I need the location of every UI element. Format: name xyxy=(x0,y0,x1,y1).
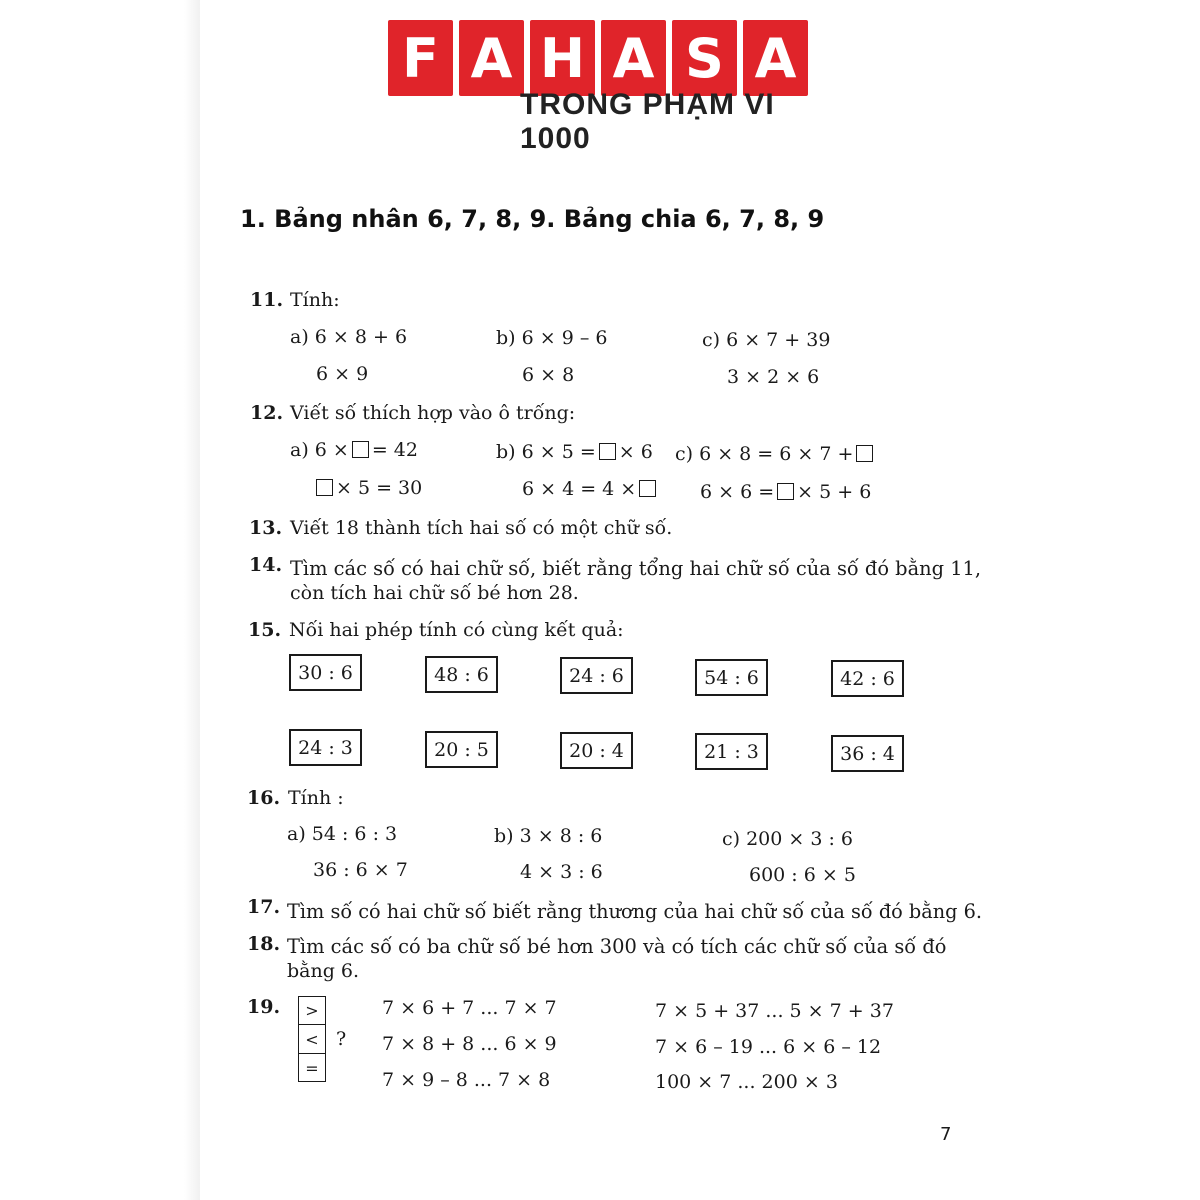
calc-item: 4 × 3 : 6 xyxy=(520,861,603,883)
logo-letter: A xyxy=(601,20,666,96)
calc-item: 3 × 2 × 6 xyxy=(727,366,820,388)
fill-blank-text: c) 6 × 8 = 6 × 7 + xyxy=(675,443,854,465)
match-box: 20 : 4 xyxy=(560,732,633,769)
fill-blank-text: = 42 xyxy=(371,439,418,461)
empty-box xyxy=(856,445,873,462)
calc-item: b) 3 × 8 : 6 xyxy=(494,825,603,847)
calc-item: c) 200 × 3 : 6 xyxy=(722,828,854,850)
exercise-text: bằng 6. xyxy=(287,960,360,982)
logo-letter: S xyxy=(672,20,737,96)
empty-box xyxy=(639,480,656,497)
exercise-text: Tìm các số có hai chữ số, biết rằng tổng hai chữ số của số đó bằng 11, xyxy=(290,557,982,580)
fill-blank-item xyxy=(700,481,871,503)
fill-blank-text: b) 6 × 5 = xyxy=(496,441,596,463)
sign-greater: > xyxy=(305,1001,319,1020)
exercise-text: còn tích hai chữ số bé hơn 28. xyxy=(290,582,579,604)
match-box: 21 : 3 xyxy=(695,733,768,770)
compare-item: 7 × 5 + 37 ... 5 × 7 + 37 xyxy=(655,1000,894,1022)
match-box: 54 : 6 xyxy=(695,659,768,696)
fill-blank-text: × 5 = 30 xyxy=(336,477,423,499)
match-box: 42 : 6 xyxy=(831,660,904,697)
section-heading: 1. Bảng nhân 6, 7, 8, 9. Bảng chia 6, 7, 8, 9 xyxy=(240,205,825,233)
sign-divider xyxy=(299,1024,325,1025)
fill-blank-text: a) 6 × xyxy=(290,439,349,461)
calc-item: a) 54 : 6 : 3 xyxy=(287,823,398,845)
compare-item: 7 × 9 – 8 ... 7 × 8 xyxy=(382,1069,551,1091)
fill-blank-text: 6 × 6 = xyxy=(700,481,775,503)
logo-letter: F xyxy=(388,20,453,96)
sign-less: < xyxy=(305,1030,319,1049)
sign-divider xyxy=(299,1053,325,1054)
fill-blank-item xyxy=(313,477,422,499)
match-box: 20 : 5 xyxy=(425,731,498,768)
cropped-chapter-title xyxy=(520,88,800,155)
compare-item: 7 × 6 – 19 ... 6 × 6 – 12 xyxy=(655,1036,882,1058)
cropped-chapter-title-text: TRONG PHẠM VI 1000 xyxy=(520,88,775,155)
exercise-number: 17. xyxy=(247,896,281,918)
fill-blank-text: × 6 xyxy=(618,441,653,463)
exercise-number: 14. xyxy=(249,554,283,576)
calc-item: 600 : 6 × 5 xyxy=(749,864,856,886)
calc-item: 36 : 6 × 7 xyxy=(313,859,408,881)
exercise-number: 12. xyxy=(250,402,284,424)
empty-box xyxy=(599,443,616,460)
exercise-number: 16. xyxy=(247,787,281,809)
fill-blank-text: × 5 + 6 xyxy=(797,481,872,503)
match-box: 24 : 6 xyxy=(560,657,633,694)
calc-item: 6 × 9 xyxy=(316,363,369,385)
exercise-number: 18. xyxy=(247,933,281,955)
fill-blank-item xyxy=(675,443,876,465)
exercise-title: Tính: xyxy=(290,289,340,311)
exercise-text: Viết 18 thành tích hai số có một chữ số. xyxy=(290,517,673,539)
compare-item: 7 × 6 + 7 ... 7 × 7 xyxy=(382,997,557,1019)
compare-item: 7 × 8 + 8 ... 6 × 9 xyxy=(382,1033,557,1055)
fill-blank-item xyxy=(522,478,659,500)
comparison-signs-box xyxy=(298,996,326,1082)
sign-equal: = xyxy=(305,1059,319,1078)
exercise-text: Tìm số có hai chữ số biết rằng thương của hai chữ số của số đó bằng 6. xyxy=(287,900,983,923)
calc-item: a) 6 × 8 + 6 xyxy=(290,326,408,348)
empty-box xyxy=(352,441,369,458)
exercise-title: Tính : xyxy=(288,787,344,809)
match-box: 24 : 3 xyxy=(289,729,362,766)
match-box: 48 : 6 xyxy=(425,656,498,693)
question-mark: ? xyxy=(336,1028,347,1050)
exercise-text: Tìm các số có ba chữ số bé hơn 300 và có tích các chữ số của số đó xyxy=(287,935,947,958)
calc-item: c) 6 × 7 + 39 xyxy=(702,329,831,351)
empty-box xyxy=(777,483,794,500)
fill-blank-item xyxy=(496,441,653,463)
fill-blank-text: 6 × 4 = 4 × xyxy=(522,478,637,500)
page-edge-shadow xyxy=(0,0,200,1200)
page-number: 7 xyxy=(940,1124,952,1145)
exercise-number: 11. xyxy=(250,289,284,311)
compare-item: 100 × 7 ... 200 × 3 xyxy=(655,1071,838,1093)
empty-box xyxy=(316,479,333,496)
exercise-number: 15. xyxy=(248,619,282,641)
match-box: 30 : 6 xyxy=(289,654,362,691)
exercise-number: 19. xyxy=(247,996,281,1018)
logo-letter: H xyxy=(530,20,595,96)
calc-item: b) 6 × 9 – 6 xyxy=(496,327,608,349)
fill-blank-item xyxy=(290,439,418,461)
logo-letter: A xyxy=(459,20,524,96)
exercise-number: 13. xyxy=(249,517,283,539)
fahasa-logo xyxy=(388,20,808,96)
match-box: 36 : 4 xyxy=(831,735,904,772)
exercise-title: Nối hai phép tính có cùng kết quả: xyxy=(289,619,624,641)
exercise-title: Viết số thích hợp vào ô trống: xyxy=(290,402,576,424)
logo-letter: A xyxy=(743,20,808,96)
calc-item: 6 × 8 xyxy=(522,364,575,386)
